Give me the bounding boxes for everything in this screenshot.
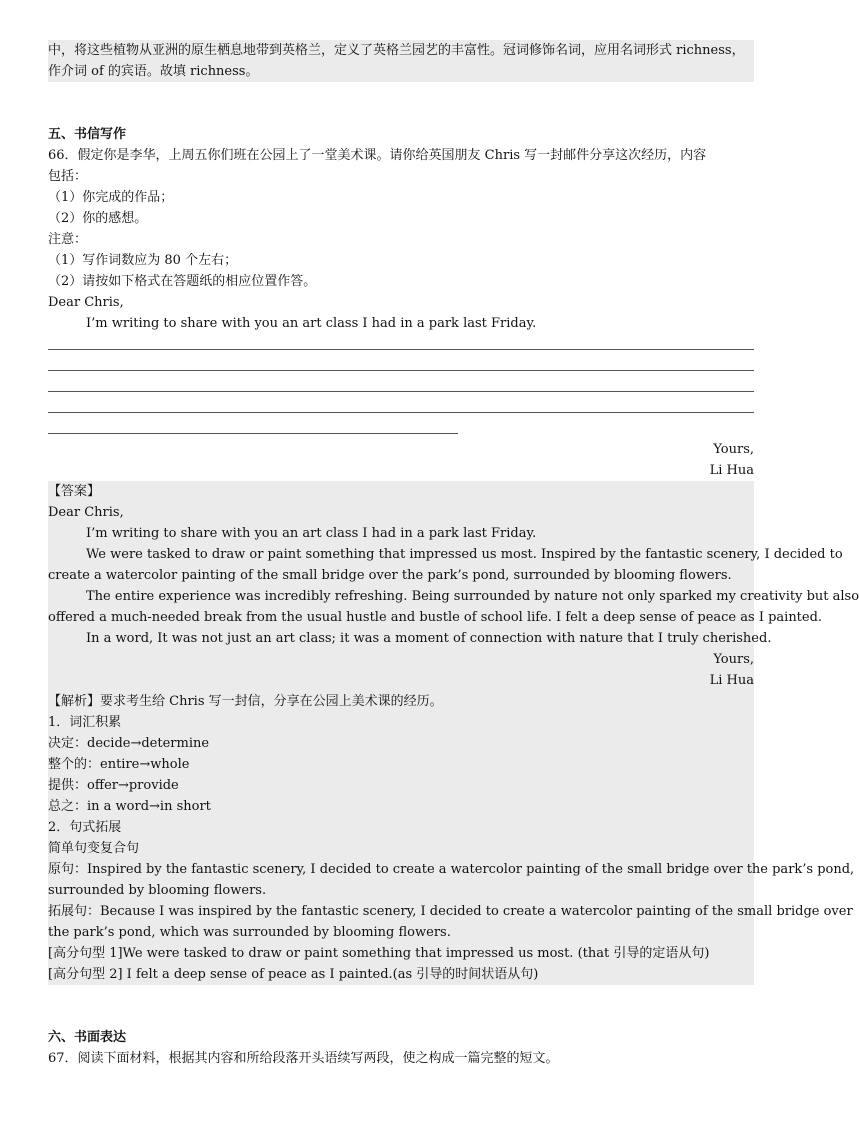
extended-sentence: 拓展句：Because I was inspired by the fantastic scenery, I decided to create a watercolor painting of the small bridge over [48,904,853,919]
question-item: （1）你完成的作品； [48,190,174,205]
question-text: 包括： [48,169,88,184]
answer-label: 【答案】 [48,484,101,499]
answer-paragraph: In a word, It was not just an art class; it was a moment of connection with nature that I truly cherished. [86,631,772,646]
analysis-intro: 【解析】要求考生给 Chris 写一封信，分享在公园上美术课的经历。 [48,694,443,709]
answer-salutation: Dear Chris, [48,505,124,520]
letter-salutation: Dear Chris, [48,295,124,310]
vocab-item: 总之：in a word→in short [48,799,211,814]
answer-blank-line [48,355,754,376]
answer-block [48,481,859,985]
note-item: （1）写作词数应为 80 个左右； [48,253,238,268]
section-heading-written-expression: 六、书面表达 [48,1030,127,1045]
vocab-item: 决定：decide→determine [48,736,210,751]
letter-opening: I’m writing to share with you an art class I had in a park last Friday. [86,316,537,331]
extended-sentence: the park’s pond, which was surrounded by blooming flowers. [48,925,451,940]
answer-paragraph: create a watercolor painting of the small bridge over the park’s pond, surrounded by blooming flowers. [48,568,732,583]
document-page [48,40,859,1069]
analysis-text-line: 中，将这些植物从亚洲的原生栖息地带到英格兰，定义了英格兰园艺的丰富性。冠词修饰名词，应用名词形式 richness， [48,43,745,58]
answer-blank-line [48,418,754,439]
answer-paragraph: We were tasked to draw or paint something that impressed us most. Inspired by the fantastic scenery, I decided to [86,547,843,562]
pattern-subtitle: 简单句变复合句 [48,841,140,856]
high-score-sentence: [高分句型 1]We were tasked to draw or paint something that impressed us most. (that 引导的定语从句) [48,946,710,961]
answer-signature: Li Hua [709,673,754,688]
vocab-item: 提供：offer→provide [48,778,179,793]
answer-paragraph: The entire experience was incredibly refreshing. Being surrounded by nature not only sparked my creativity but also [86,589,859,604]
previous-analysis-block [48,40,754,82]
letter-closing: Yours, [713,442,754,457]
question-text: 67．阅读下面材料，根据其内容和所给段落开头语续写两段，使之构成一篇完整的短文。 [48,1051,559,1066]
question-item: （2）你的感想。 [48,211,148,226]
original-sentence: 原句：Inspired by the fantastic scenery, I decided to create a watercolor painting of the small bridge over the park’s pond, [48,862,855,877]
pattern-title: 2．句式拓展 [48,820,122,835]
question-text: 66．假定你是李华，上周五你们班在公园上了一堂美术课。请你给英国朋友 Chris 写一封邮件分享这次经历，内容 [48,148,707,163]
note-item: （2）请按如下格式在答题纸的相应位置作答。 [48,274,317,289]
analysis-text-line: 作介词 of 的宾语。故填 richness。 [48,64,259,79]
vocab-title: 1．词汇积累 [48,715,122,730]
answer-blank-line [48,397,754,418]
letter-signature: Li Hua [709,463,754,478]
answer-paragraph: I’m writing to share with you an art class I had in a park last Friday. [86,526,537,541]
answer-blank-line [48,334,754,355]
note-label: 注意： [48,232,88,247]
vocab-item: 整个的：entire→whole [48,757,190,772]
original-sentence: surrounded by blooming flowers. [48,883,267,898]
section-heading-letter-writing: 五、书信写作 [48,127,127,142]
high-score-sentence: [高分句型 2] I felt a deep sense of peace as I painted.(as 引导的时间状语从句) [48,967,539,982]
answer-paragraph: offered a much-needed break from the usual hustle and bustle of school life. I felt a deep sense of peace as I painted. [48,610,823,625]
answer-closing: Yours, [713,652,754,667]
answer-blank-line [48,376,754,397]
